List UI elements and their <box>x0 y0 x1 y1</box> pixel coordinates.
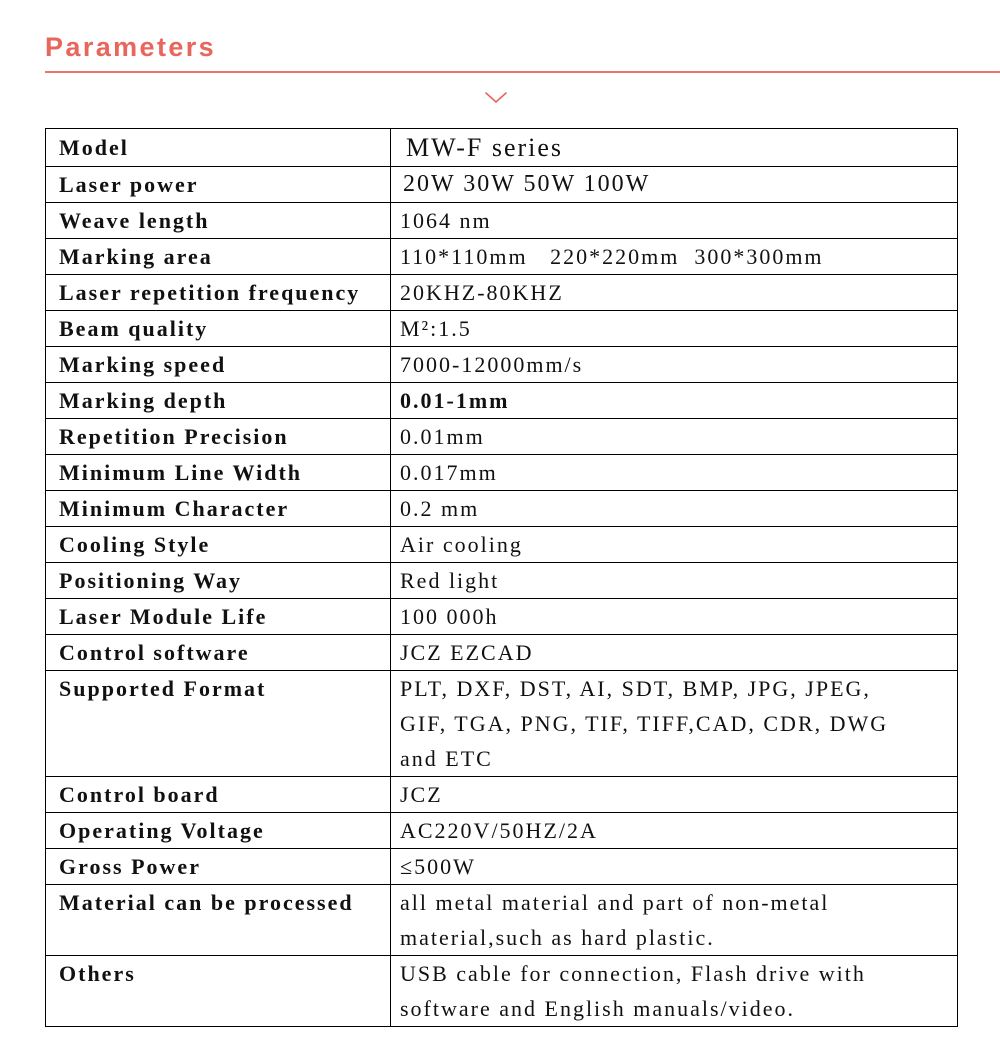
spec-value <box>391 956 958 1027</box>
spec-value <box>391 239 958 275</box>
spec-label: Repetition Precision <box>46 419 391 455</box>
spec-row-beam-quality <box>46 311 958 347</box>
spec-value-line: JCZ <box>400 782 443 807</box>
spec-value <box>391 527 958 563</box>
spec-value-line: 0.01-1mm <box>400 388 510 413</box>
spec-label: Weave length <box>46 203 391 239</box>
spec-label: Laser power <box>46 167 391 203</box>
spec-value-line: Red light <box>400 568 500 593</box>
section-title: Parameters <box>45 32 217 62</box>
spec-value-line: 1064 nm <box>400 208 492 233</box>
spec-value-line: M²:1.5 <box>400 316 472 341</box>
spec-value <box>391 311 958 347</box>
spec-value-line: ≤500W <box>400 854 476 879</box>
spec-label: Positioning Way <box>46 563 391 599</box>
spec-table-body <box>46 129 958 1027</box>
spec-value <box>391 275 958 311</box>
spec-row-weave-length <box>46 203 958 239</box>
spec-value-line: and ETC <box>400 746 493 771</box>
spec-label: Others <box>46 956 391 1027</box>
spec-value <box>391 671 958 777</box>
spec-label: Cooling Style <box>46 527 391 563</box>
title-underline <box>45 71 1000 73</box>
spec-value <box>391 599 958 635</box>
spec-value-line: software and English manuals/video. <box>400 996 796 1021</box>
spec-value <box>391 777 958 813</box>
spec-row-minimum-character <box>46 491 958 527</box>
spec-label: Operating Voltage <box>46 813 391 849</box>
spec-value-line: 0.2 mm <box>400 496 480 521</box>
spec-value <box>391 419 958 455</box>
spec-row-gross-power <box>46 849 958 885</box>
spec-row-marking-depth <box>46 383 958 419</box>
spec-value <box>391 167 958 203</box>
spec-value-line: JCZ EZCAD <box>400 640 534 665</box>
spec-value-line: 20KHZ-80KHZ <box>400 280 564 305</box>
spec-value-line: material,such as hard plastic. <box>400 925 715 950</box>
spec-row-laser-repetition-frequency <box>46 275 958 311</box>
spec-value <box>391 129 958 167</box>
spec-row-positioning-way <box>46 563 958 599</box>
spec-value <box>391 383 958 419</box>
chevron-down-icon <box>484 91 508 105</box>
spec-row-minimum-line-width <box>46 455 958 491</box>
spec-value <box>391 491 958 527</box>
spec-value-line: PLT, DXF, DST, AI, SDT, BMP, JPG, JPEG, <box>400 676 871 701</box>
spec-row-marking-area <box>46 239 958 275</box>
chevron-down-icon-graphic <box>484 91 508 105</box>
spec-label: Laser repetition frequency <box>46 275 391 311</box>
spec-row-marking-speed <box>46 347 958 383</box>
spec-value-line: 110*110mm 220*220mm 300*300mm <box>400 244 824 269</box>
spec-value-line: 100 000h <box>400 604 499 629</box>
spec-value-line: 20W 30W 50W 100W <box>403 171 651 197</box>
spec-label: Minimum Character <box>46 491 391 527</box>
spec-value <box>391 455 958 491</box>
spec-label: Gross Power <box>46 849 391 885</box>
spec-row-repetition-precision <box>46 419 958 455</box>
spec-row-material-can-be-processed <box>46 885 958 956</box>
spec-value <box>391 635 958 671</box>
spec-value-line: USB cable for connection, Flash drive with <box>400 961 866 986</box>
spec-value <box>391 203 958 239</box>
spec-row-model <box>46 129 958 167</box>
spec-label: Control board <box>46 777 391 813</box>
spec-value <box>391 347 958 383</box>
spec-value-line: GIF, TGA, PNG, TIF, TIFF,CAD, CDR, DWG <box>400 711 889 736</box>
spec-value-line: 0.017mm <box>400 460 498 485</box>
spec-row-supported-format <box>46 671 958 777</box>
spec-value-line: AC220V/50HZ/2A <box>400 818 598 843</box>
spec-row-control-software <box>46 635 958 671</box>
spec-label: Beam quality <box>46 311 391 347</box>
spec-value-line: Air cooling <box>400 532 523 557</box>
spec-row-control-board <box>46 777 958 813</box>
spec-value-line: MW-F series <box>406 133 564 162</box>
spec-value <box>391 885 958 956</box>
spec-value-line: 0.01mm <box>400 424 485 449</box>
spec-label: Marking depth <box>46 383 391 419</box>
spec-row-laser-module-life <box>46 599 958 635</box>
spec-row-operating-voltage <box>46 813 958 849</box>
spec-row-others <box>46 956 958 1027</box>
spec-label: Control software <box>46 635 391 671</box>
spec-row-laser-power <box>46 167 958 203</box>
spec-label: Minimum Line Width <box>46 455 391 491</box>
spec-value-line: all metal material and part of non-metal <box>400 890 830 915</box>
spec-value <box>391 849 958 885</box>
spec-value <box>391 813 958 849</box>
spec-row-cooling-style <box>46 527 958 563</box>
spec-label: Supported Format <box>46 671 391 777</box>
spec-label: Marking speed <box>46 347 391 383</box>
spec-label: Marking area <box>46 239 391 275</box>
spec-label: Model <box>46 129 391 167</box>
spec-label: Laser Module Life <box>46 599 391 635</box>
spec-label: Material can be processed <box>46 885 391 956</box>
spec-value-line: 7000-12000mm/s <box>400 352 584 377</box>
spec-table <box>45 128 958 1027</box>
spec-value <box>391 563 958 599</box>
